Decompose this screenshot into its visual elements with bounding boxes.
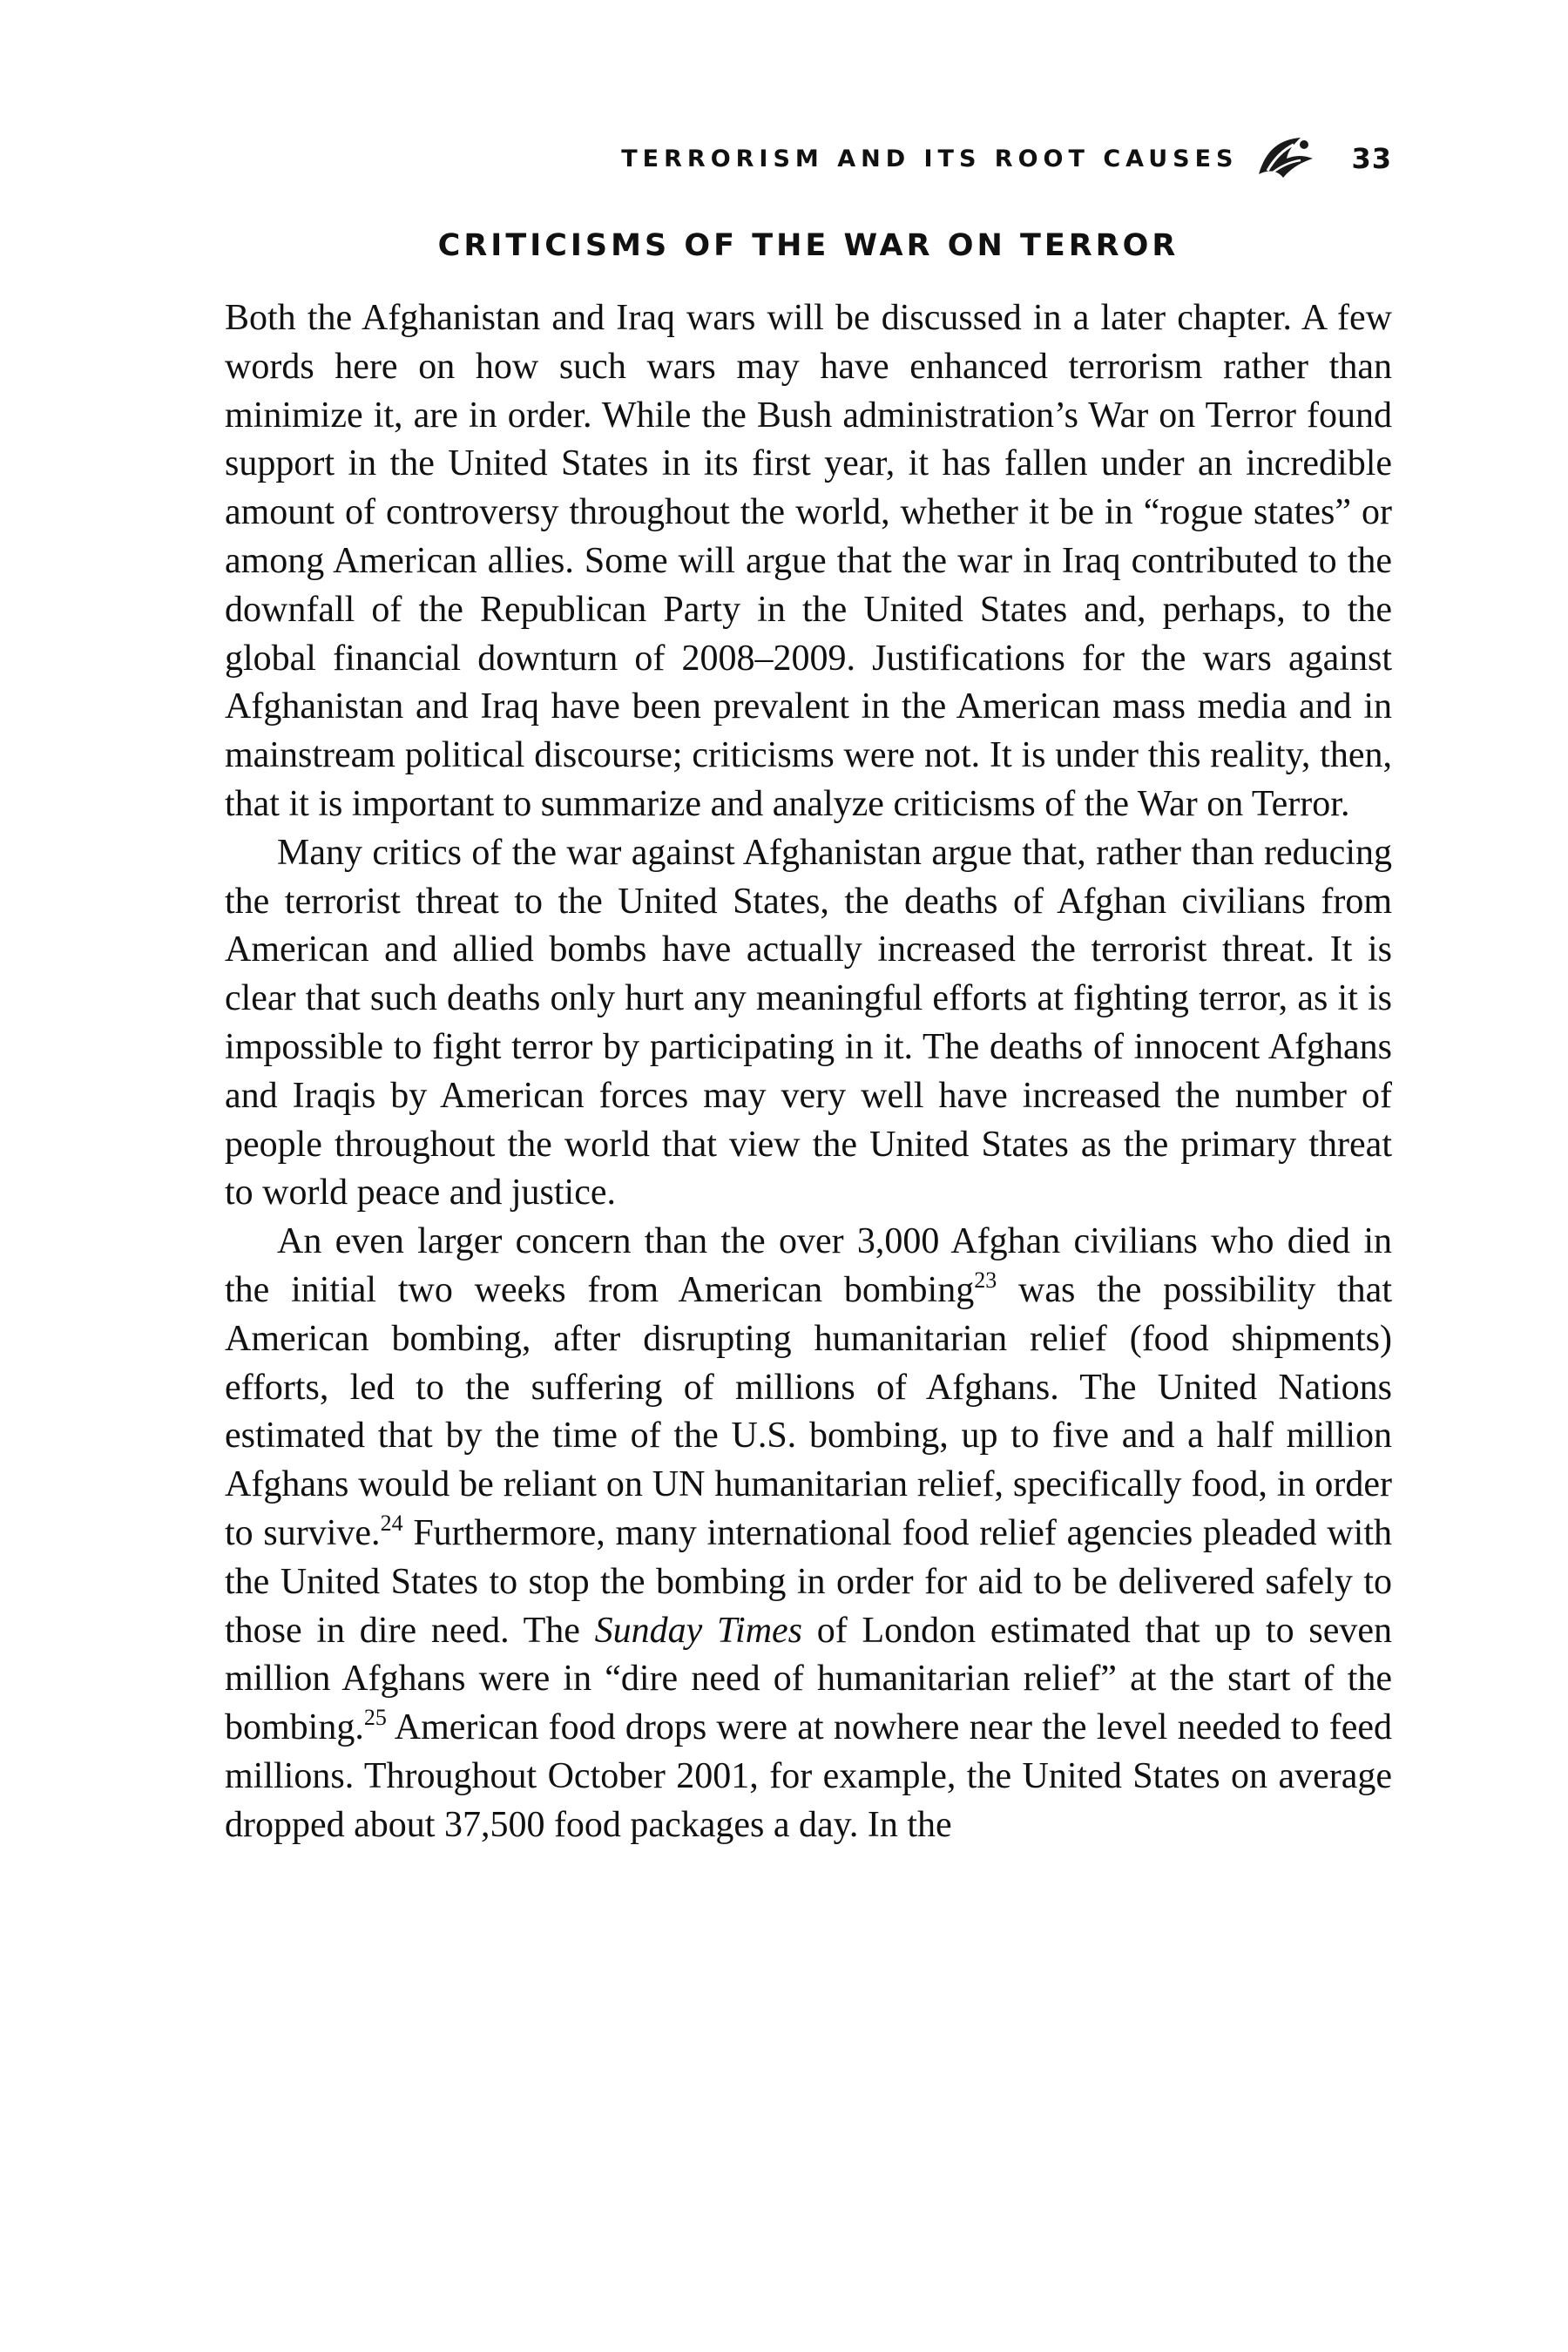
chapter-emblem-icon bbox=[1254, 132, 1320, 185]
body-text bbox=[225, 294, 1392, 1850]
footnote-ref-23: 23 bbox=[974, 1267, 997, 1293]
paragraph-3-text-2: was the possibility that American bombing, after disrupting humanitarian relief (food shipments) efforts, led to the suffering of millions of Afghans. The United Nations estimated that by the time of the U.S. bombing, up to five and a half million Afghans would be reliant on UN humanitarian relief, specifically food, in order to survive. bbox=[225, 1269, 1392, 1553]
paragraph-2: Many critics of the war against Afghanistan argue that, rather than reducing the terrorist threat to the United States, the deaths of Afghan civilians from American and allied bombs have actually increased the terrorist threat. It is clear that such deaths only hurt any meaningful efforts at fighting terror, as it is impossible to fight terror by participating in it. The deaths of innocent Afghans and Iraqis by American forces may very well have increased the number of people throughout the world that view the United States as the primary threat to world peace and justice. bbox=[225, 832, 1392, 1213]
publication-title: Sunday Times bbox=[594, 1610, 803, 1651]
page-number: 33 bbox=[1351, 142, 1392, 175]
paragraph-3-text-5: American food drops were at nowhere near the level needed to feed millions. Throughout October 2001, for example, the United States on average dropped about 37,500 food packages a day. In the bbox=[225, 1707, 1392, 1845]
running-head-title: TERRORISM AND ITS ROOT CAUSES bbox=[621, 145, 1239, 172]
paragraph-3 bbox=[225, 1218, 1392, 1849]
footnote-ref-25: 25 bbox=[363, 1705, 387, 1731]
paragraph-3-text-3: Furthermore, many international food relief agencies pleaded with the United States to stop the bombing in order for aid to be delivered safely to those in dire need. The bbox=[225, 1512, 1392, 1651]
running-head bbox=[523, 132, 1392, 185]
footnote-ref-24: 24 bbox=[380, 1510, 403, 1536]
paragraph-3-text-4: of London estimated that up to seven million Afghans were in “dire need of humanitarian relief” at the start of the bombing. bbox=[225, 1610, 1392, 1748]
section-heading: CRITICISMS OF THE WAR ON TERROR bbox=[437, 228, 1179, 263]
paragraph-3-text-1: An even larger concern than the over 3,000 Afghan civilians who died in the initial two weeks from American bombing bbox=[225, 1221, 1392, 1310]
paragraph-1: Both the Afghanistan and Iraq wars will be discussed in a later chapter. A few words here on how such wars may have enhanced terrorism rather than minimize it, are in order. While the Bush administration’s War on Terror found support in the United States in its first year, it has fallen under an incredible amount of controversy throughout the world, whether it be in “rogue states” or among American allies. Some will argue that the war in Iraq contributed to the downfall of the Republican Party in the United States and, perhaps, to the global financial downturn of 2008–2009. Justifications for the wars against Afghanistan and Iraq have been prevalent in the American mass media and in mainstream political discourse; criticisms were not. It is under this reality, then, that it is important to summarize and analyze criticisms of the War on Terror. bbox=[225, 298, 1392, 824]
